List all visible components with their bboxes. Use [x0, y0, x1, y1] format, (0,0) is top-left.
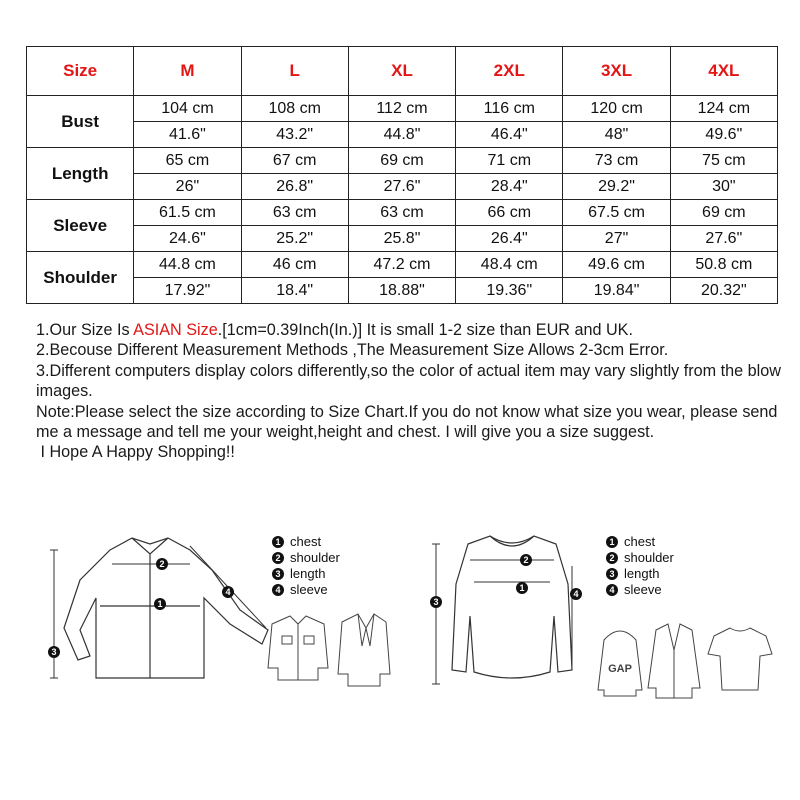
legend-item-shoulder: 2 shoulder [606, 550, 674, 566]
table-cell: 44.8 cm [134, 252, 241, 278]
table-cell: 20.32" [670, 278, 777, 304]
number-4-icon: 4 [606, 584, 618, 596]
header-4xl: 4XL [670, 47, 777, 96]
note-3: 3.Different computers display colors differently,so the color of actual item may vary slightly from the blow images. [36, 361, 781, 401]
table-cell: 44.8" [348, 122, 455, 148]
table-cell: 49.6 cm [563, 252, 670, 278]
table-cell: 30" [670, 174, 777, 200]
number-2-icon: 2 [272, 552, 284, 564]
table-row [27, 148, 778, 174]
svg-text:3: 3 [51, 647, 57, 657]
table-cell: 18.4" [241, 278, 348, 304]
legend-item-sleeve: 4 sleeve [272, 582, 340, 598]
table-cell: 26.4" [456, 226, 563, 252]
svg-text:4: 4 [573, 589, 579, 599]
table-cell: 18.88" [348, 278, 455, 304]
table-cell: 46 cm [241, 252, 348, 278]
table-cell: 25.2" [241, 226, 348, 252]
note-2: 2.Becouse Different Measurement Methods ,The Measurement Size Allows 2-3cm Error. [36, 341, 669, 360]
note-5: I Hope A Happy Shopping!! [36, 443, 235, 462]
svg-text:2: 2 [159, 559, 165, 569]
header-row [27, 47, 778, 96]
table-cell: 50.8 cm [670, 252, 777, 278]
table-cell: 47.2 cm [348, 252, 455, 278]
table-cell: 17.92" [134, 278, 241, 304]
table-cell: 67 cm [241, 148, 348, 174]
table-cell: 19.36" [456, 278, 563, 304]
table-cell: 41.6" [134, 122, 241, 148]
shirt-measurement-diagram [40, 520, 280, 700]
table-row [27, 226, 778, 252]
table-row [27, 200, 778, 226]
header-xl: XL [348, 47, 455, 96]
table-row [27, 252, 778, 278]
table-cell: 27" [563, 226, 670, 252]
legend-item-shoulder: 2 shoulder [272, 550, 340, 566]
table-cell: 108 cm [241, 96, 348, 122]
number-2-icon: 2 [606, 552, 618, 564]
table-cell: 24.6" [134, 226, 241, 252]
table-cell: 71 cm [456, 148, 563, 174]
legend-item-length: 3 length [272, 566, 340, 582]
table-cell: 27.6" [670, 226, 777, 252]
row-label-length: Length [27, 148, 134, 200]
table-cell: 124 cm [670, 96, 777, 122]
table-cell: 49.6" [670, 122, 777, 148]
table-cell: 75 cm [670, 148, 777, 174]
table-cell: 28.4" [456, 174, 563, 200]
hoodie-cardigan-tshirt-icon [596, 620, 776, 700]
table-cell: 19.84" [563, 278, 670, 304]
table-row [27, 278, 778, 304]
table-cell: 25.8" [348, 226, 455, 252]
header-m: M [134, 47, 241, 96]
table-cell: 104 cm [134, 96, 241, 122]
table-cell: 120 cm [563, 96, 670, 122]
table-cell: 63 cm [348, 200, 455, 226]
table-cell: 46.4" [456, 122, 563, 148]
legend-item-chest: 1 chest [606, 534, 674, 550]
table-cell: 69 cm [670, 200, 777, 226]
table-cell: 29.2" [563, 174, 670, 200]
header-l: L [241, 47, 348, 96]
table-cell: 61.5 cm [134, 200, 241, 226]
size-chart-table [26, 46, 778, 304]
table-cell: 26" [134, 174, 241, 200]
table-cell: 66 cm [456, 200, 563, 226]
table-cell: 69 cm [348, 148, 455, 174]
table-cell: 63 cm [241, 200, 348, 226]
table-cell: 26.8" [241, 174, 348, 200]
svg-text:1: 1 [157, 599, 163, 609]
legend-item-chest: 1 chest [272, 534, 340, 550]
header-3xl: 3XL [563, 47, 670, 96]
row-label-shoulder: Shoulder [27, 252, 134, 304]
number-3-icon: 3 [606, 568, 618, 580]
table-cell: 67.5 cm [563, 200, 670, 226]
table-cell: 48" [563, 122, 670, 148]
sweater-measurement-diagram [424, 520, 594, 700]
svg-text:3: 3 [433, 597, 439, 607]
svg-text:2: 2 [523, 555, 529, 565]
table-cell: 48.4 cm [456, 252, 563, 278]
table-row [27, 174, 778, 200]
table-cell: 73 cm [563, 148, 670, 174]
table-cell: 27.6" [348, 174, 455, 200]
table-cell: 43.2" [241, 122, 348, 148]
number-3-icon: 3 [272, 568, 284, 580]
table-cell: 65 cm [134, 148, 241, 174]
asian-size-highlight: ASIAN Size [133, 321, 218, 339]
size-notes [36, 320, 786, 463]
legend-left [272, 534, 340, 598]
table-cell: 116 cm [456, 96, 563, 122]
note-1: 1.Our Size Is ASIAN Size.[1cm=0.39Inch(In.)] It is small 1-2 size than EUR and UK. [36, 321, 633, 339]
legend-item-sleeve: 4 sleeve [606, 582, 674, 598]
number-1-icon: 1 [272, 536, 284, 548]
number-4-icon: 4 [272, 584, 284, 596]
hoodie-logo-text: GAP [608, 663, 632, 675]
legend-item-length: 3 length [606, 566, 674, 582]
table-cell: 112 cm [348, 96, 455, 122]
number-1-icon: 1 [606, 536, 618, 548]
table-row [27, 122, 778, 148]
svg-text:1: 1 [519, 583, 525, 593]
legend-right [606, 534, 674, 598]
note-4: Note:Please select the size according to Size Chart.If you do not know what size you wear, please send me a message and tell me your weight,height and chest. I will give you a size suggest. [36, 402, 778, 442]
row-label-sleeve: Sleeve [27, 200, 134, 252]
header-2xl: 2XL [456, 47, 563, 96]
table-row [27, 96, 778, 122]
svg-text:4: 4 [225, 587, 231, 597]
header-size: Size [27, 47, 134, 96]
jackets-icon [262, 610, 392, 690]
row-label-bust: Bust [27, 96, 134, 148]
